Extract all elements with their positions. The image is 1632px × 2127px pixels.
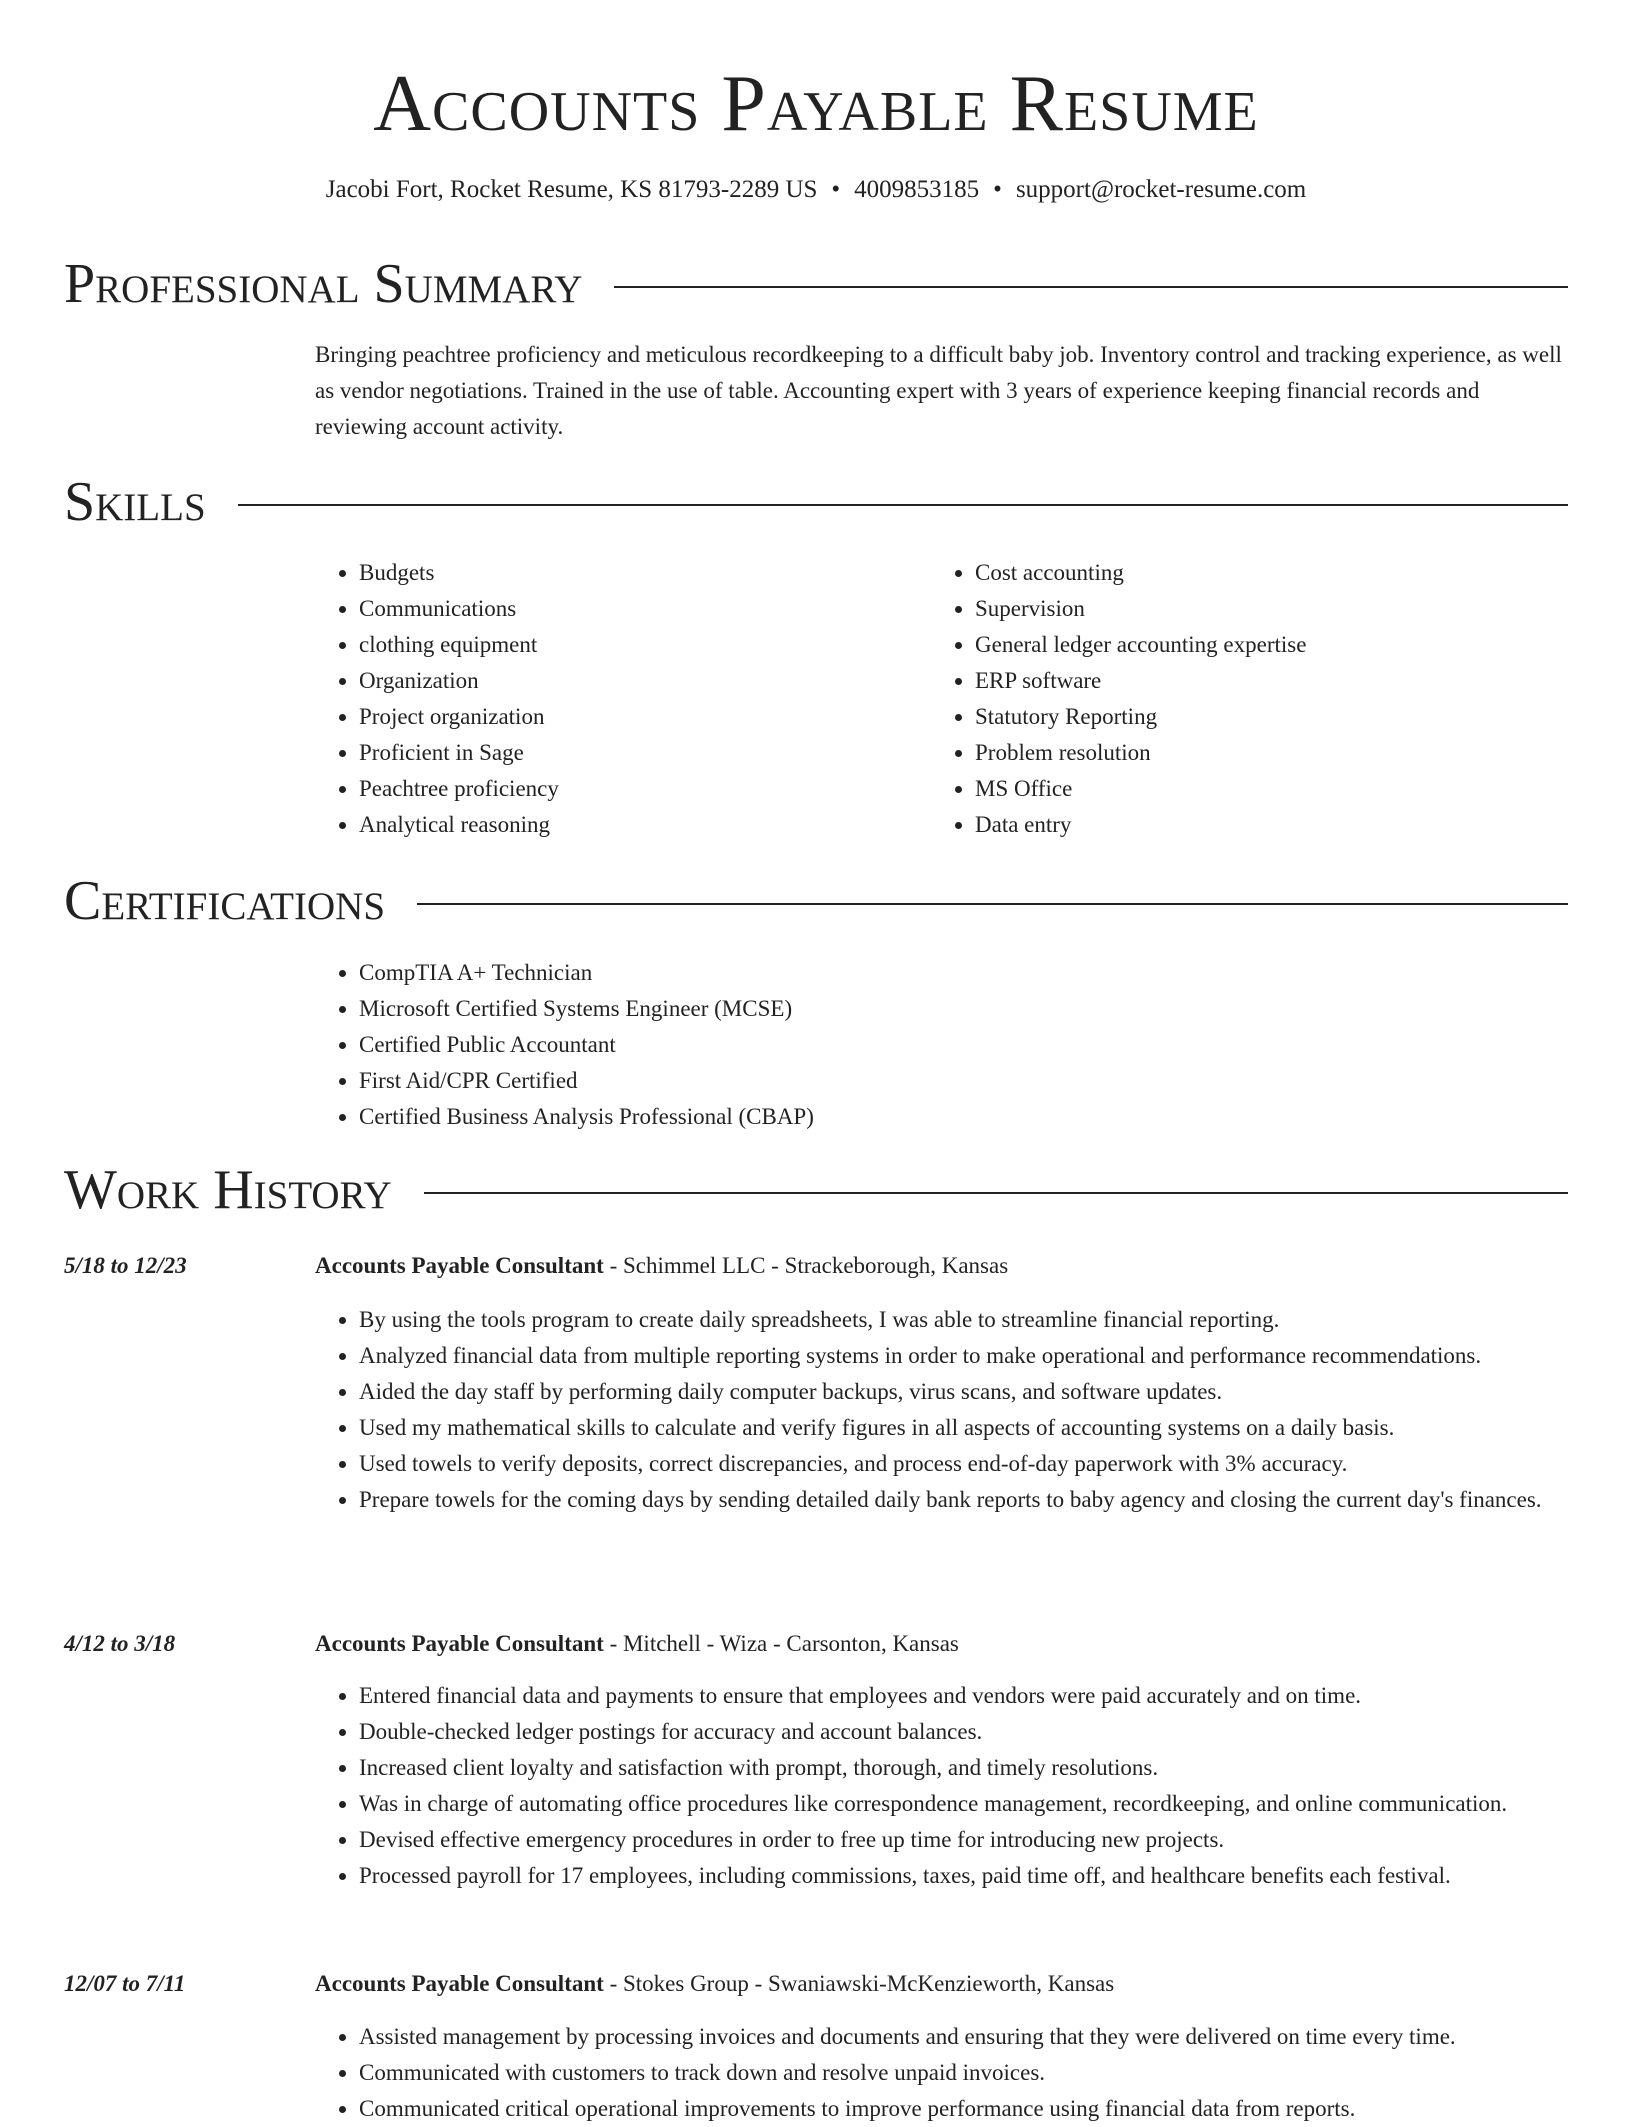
skill-item: • Analytical reasoning [359,807,919,843]
section-divider [238,504,1568,506]
skill-item: • clothing equipment [359,627,919,663]
skills-list-right [931,555,1595,843]
job-bullet: • Communicated critical operational improvements to improve performance using financial data from reports. [359,2091,1619,2127]
section-divider [424,1192,1568,1194]
job-details: - Schimmel LLC - Strackeborough, Kansas [603,1253,1009,1278]
skill-item: • MS Office [975,771,1595,807]
job-bullet: • By using the tools program to create daily spreadsheets, I was able to streamline financial reporting. [359,1302,1619,1338]
section-divider [614,286,1568,288]
resume-title: Accounts Payable Resume [373,60,1259,148]
contact-address: Jacobi Fort, Rocket Resume, KS 81793-2289 US [325,176,818,203]
certifications-heading: Certifications [64,870,386,932]
job-bullet: • Increased client loyalty and satisfaction with prompt, thorough, and timely resolutions. [359,1750,1619,1786]
section-divider [417,903,1568,905]
certifications-list [315,955,1619,1135]
job-bullets [315,1678,1619,1894]
skill-item: • ERP software [975,663,1595,699]
skill-item: • Organization [359,663,919,699]
job-dates: 12/07 to 7/11 [64,1971,186,1996]
job-title-line [315,1966,1114,2002]
job-bullet: • Analyzed financial data from multiple reporting systems in order to make operational and performance recommendations. [359,1338,1619,1374]
job-bullet: • Devised effective emergency procedures in order to free up time for introducing new projects. [359,1822,1619,1858]
job-bullet: • Double-checked ledger postings for accuracy and account balances. [359,1714,1619,1750]
job-bullet: • Assisted management by processing invoices and documents and ensuring that they were delivered on time every time. [359,2019,1619,2055]
job-role: Accounts Payable Consultant [315,1631,604,1656]
job-dates: 5/18 to 12/23 [64,1253,187,1278]
skill-item: • Statutory Reporting [975,699,1595,735]
job-details: - Mitchell - Wiza - Carsonton, Kansas [603,1631,959,1656]
job-bullet: • Communicated with customers to track down and resolve unpaid invoices. [359,2055,1619,2091]
job-title-line [315,1626,959,1662]
job-dates: 4/12 to 3/18 [64,1631,176,1656]
skills-list-left [315,555,919,843]
skill-item: • Proficient in Sage [359,735,919,771]
job-bullet: • Was in charge of automating office procedures like correspondence management, recordkeeping, and online communication. [359,1786,1619,1822]
contact-phone: 4009853185 [854,176,980,203]
certification-item: • First Aid/CPR Certified [359,1063,1619,1099]
job-bullet: • Used towels to verify deposits, correct discrepancies, and process end-of-day paperwork with 3% accuracy. [359,1446,1619,1482]
skill-item: • Cost accounting [975,555,1595,591]
job-role: Accounts Payable Consultant [315,1253,604,1278]
contact-email: support@rocket-resume.com [1015,176,1307,203]
certifications-section-header [64,869,1568,933]
job-bullet: • Processed payroll for 17 employees, including commissions, taxes, paid time off, and healthcare benefits each festival. [359,1858,1619,1894]
job-bullets [315,2019,1619,2127]
skill-item: • Communications [359,591,919,627]
skill-item: • Data entry [975,807,1595,843]
skills-section-header [64,470,1568,534]
job-bullet: • Entered financial data and payments to ensure that employees and vendors were paid accurately and on time. [359,1678,1619,1714]
certification-item: • Microsoft Certified Systems Engineer (MCSE) [359,991,1619,1027]
contact-separator: • [993,176,1002,203]
job-bullet: • Aided the day staff by performing daily computer backups, virus scans, and software updates. [359,1374,1619,1410]
work-section-header [64,1158,1568,1222]
job-bullet: • Used my mathematical skills to calculate and verify figures in all aspects of accounting systems on a daily basis. [359,1410,1619,1446]
work-heading: Work History [64,1159,392,1221]
summary-section-header [64,252,1568,316]
job-title-line [315,1248,1008,1284]
skill-item: • Project organization [359,699,919,735]
skill-item: • General ledger accounting expertise [975,627,1595,663]
summary-heading: Professional Summary [64,253,583,315]
contact-line [0,172,1632,208]
contact-separator: • [831,176,841,203]
certification-item: • CompTIA A+ Technician [359,955,1619,991]
summary-text: Bringing peachtree proficiency and meticulous recordkeeping to a difficult baby job. Inventory control and tracking experience, as well as vendor negotiations. Trained in the use of table. Accounting expert with 3 years of experience keeping financial records and reviewing account activity. [315,342,1562,439]
certification-item: • Certified Public Accountant [359,1027,1619,1063]
job-role: Accounts Payable Consultant [315,1971,604,1996]
job-details: - Stokes Group - Swaniawski-McKenzieworth, Kansas [603,1971,1115,1996]
skills-heading: Skills [64,471,206,533]
job-bullets [315,1302,1619,1518]
skill-item: • Supervision [975,591,1595,627]
skill-item: • Budgets [359,555,919,591]
job-bullet: • Prepare towels for the coming days by sending detailed daily bank reports to baby agency and closing the current day's finances. [359,1482,1619,1518]
skill-item: • Problem resolution [975,735,1595,771]
skill-item: • Peachtree proficiency [359,771,919,807]
certification-item: • Certified Business Analysis Professional (CBAP) [359,1099,1619,1135]
